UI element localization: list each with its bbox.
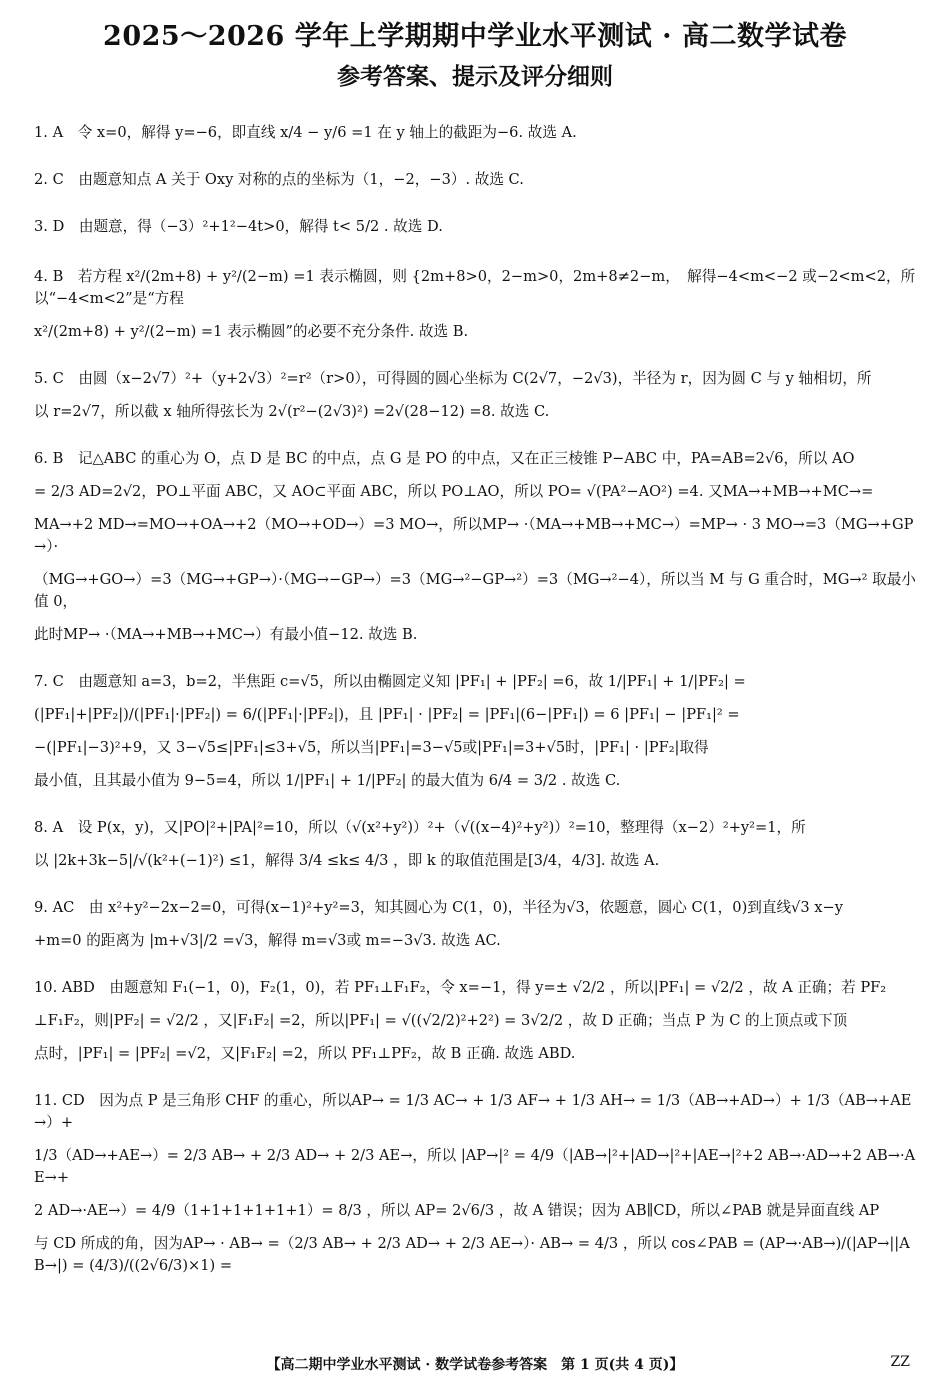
page-title: 2025～2026 学年上学期期中学业水平测试 · 高二数学试卷 xyxy=(103,21,847,52)
answer-2 xyxy=(34,169,918,191)
answer-7 xyxy=(34,671,918,792)
answer-line: 最小值，且其最小值为 9−5=4，所以 1/|PF₁| + 1/|PF₂| 的最大值为 6/4 = 3/2 . 故选 C. xyxy=(34,772,621,789)
answer-line: 以 |2k+3k−5|/√(k²+(−1)²) ≤1，解得 3/4 ≤k≤ 4/3 ，即 k 的取值范围是[3/4，4/3]. 故选 A. xyxy=(34,852,660,869)
answer-line: 此时MP→ ·（MA→+MB→+MC→）有最小值−12. 故选 B. xyxy=(34,626,418,643)
answer-line: 9. AC 由 x²+y²−2x−2=0，可得(x−1)²+y²=3，知其圆心为 C(1，0)，半径为√3，依题意，圆心 C(1，0)到直线√3 x−y xyxy=(34,899,843,916)
answer-line: x²/(2m+8) + y²/(2−m) =1 表示椭圆”的必要不充分条件. 故选 B. xyxy=(34,323,469,340)
answers-body xyxy=(34,122,918,1288)
answer-line: 8. A 设 P(x，y)，又|PO|²+|PA|²=10，所以（√(x²+y²)）²+（√((x−4)²+y²)）²=10，整理得（x−2）²+y²=1，所 xyxy=(34,819,806,836)
answer-line: 4. B 若方程 x²/(2m+8) + y²/(2−m) =1 表示椭圆，则 {2m+8>0，2−m>0，2m+8≠2−m， 解得−4<m<−2 或−2<m<2，所以“−4<m<2”是“方程 xyxy=(34,268,916,307)
answer-line: （MG→+GO→）=3（MG→+GP→）·（MG→−GP→）=3（MG→²−GP→²）=3（MG→²−4），所以当 M 与 G 重合时，MG→² 取最小值 0， xyxy=(34,571,916,610)
answer-line: 10. ABD 由题意知 F₁(−1，0)，F₂(1，0)，若 PF₁⊥F₁F₂，令 x=−1，得 y=± √2/2 ，所以|PF₁| = √2/2 ，故 A 正确；若 PF₂ xyxy=(34,979,887,996)
answer-10 xyxy=(34,977,918,1065)
answer-line: ⊥F₁F₂，则|PF₂| = √2/2 ，又|F₁F₂| =2，所以|PF₁| = √((√2/2)²+2²) = 3√2/2 ，故 D 正确；当点 P 为 C 的上顶点或下顶 xyxy=(34,1012,848,1029)
page-footer: 【高二期中学业水平测试 · 数学试卷参考答案 第 1 页(共 4 页)】 xyxy=(266,1357,684,1373)
answer-5 xyxy=(34,368,918,423)
answer-line: (|PF₁|+|PF₂|)/(|PF₁|·|PF₂|) = 6/(|PF₁|·|PF₂|)，且 |PF₁| · |PF₂| = |PF₁|(6−|PF₁|) = 6 |PF₁| − |PF₁|² = xyxy=(34,706,740,723)
answer-line: 11. CD 因为点 P 是三角形 CHF 的重心，所以AP→ = 1/3 AC→ + 1/3 AF→ + 1/3 AH→ = 1/3（AB→+AD→）+ 1/3（AB→+AE→）+ xyxy=(34,1092,912,1131)
answer-line: 2 AD→·AE→）= 4/9（1+1+1+1+1+1）= 8/3 ，所以 AP= 2√6/3 ，故 A 错误；因为 AB∥CD，所以∠PAB 就是异面直线 AP xyxy=(34,1202,880,1219)
answer-9 xyxy=(34,897,918,952)
answer-3 xyxy=(34,216,918,238)
answer-line: 3. D 由题意，得（−3）²+1²−4t>0，解得 t< 5/2 . 故选 D. xyxy=(34,218,443,235)
answer-line: 以 r=2√7，所以截 x 轴所得弦长为 2√(r²−(2√3)²) =2√(28−12) =8. 故选 C. xyxy=(34,403,550,420)
answer-4 xyxy=(34,266,918,343)
answer-1 xyxy=(34,122,918,144)
answer-line: MA→+2 MD→=MO→+OA→+2（MO→+OD→）=3 MO→，所以MP→ ·（MA→+MB→+MC→）=MP→ · 3 MO→=3（MG→+GP→）· xyxy=(34,516,914,555)
answer-line: 1. A 令 x=0，解得 y=−6，即直线 x/4 − y/6 =1 在 y 轴上的截距为−6. 故选 A. xyxy=(34,124,577,141)
answer-line: 点时，|PF₁| = |PF₂| =√2，又|F₁F₂| =2，所以 PF₁⊥PF₂，故 B 正确. 故选 ABD. xyxy=(34,1045,576,1062)
answer-11 xyxy=(34,1090,918,1277)
answer-line: −(|PF₁|−3)²+9，又 3−√5≤|PF₁|≤3+√5，所以当|PF₁|=3−√5或|PF₁|=3+√5时，|PF₁| · |PF₂|取得 xyxy=(34,739,709,756)
answer-line: = 2/3 AD=2√2，PO⊥平面 ABC，又 AO⊂平面 ABC，所以 PO⊥AO，所以 PO= √(PA²−AO²) =4. 又MA→+MB→+MC→= xyxy=(34,483,874,500)
answer-8 xyxy=(34,817,918,872)
answer-line: 7. C 由题意知 a=3，b=2，半焦距 c=√5，所以由椭圆定义知 |PF₁| + |PF₂| =6，故 1/|PF₁| + 1/|PF₂| = xyxy=(34,673,746,690)
answer-line: 5. C 由圆（x−2√7）²+（y+2√3）²=r²（r>0），可得圆的圆心坐标为 C(2√7，−2√3)，半径为 r，因为圆 C 与 y 轴相切，所 xyxy=(34,370,872,387)
footer-code: ZZ xyxy=(890,1354,910,1370)
answer-line: 与 CD 所成的角，因为AP→ · AB→ =（2/3 AB→ + 2/3 AD→ + 2/3 AE→）· AB→ = 4/3 ，所以 cos∠PAB = (AP→·AB→)/(|AP→||AB→|) = (4/3)/((2√6/3)×1) = xyxy=(34,1235,910,1274)
answer-line: 2. C 由题意知点 A 关于 Oxy 对称的点的坐标为（1，−2，−3）. 故选 C. xyxy=(34,171,524,188)
page-subtitle: 参考答案、提示及评分细则 xyxy=(337,63,613,90)
answer-line: 1/3（AD→+AE→）= 2/3 AB→ + 2/3 AD→ + 2/3 AE→，所以 |AP→|² = 4/9（|AB→|²+|AD→|²+|AE→|²+2 AB→·AD→+2 AB→·AE→+ xyxy=(34,1147,916,1186)
answer-line: +m=0 的距离为 |m+√3|/2 =√3，解得 m=√3或 m=−3√3. 故选 AC. xyxy=(34,932,501,949)
answer-line: 6. B 记△ABC 的重心为 O，点 D 是 BC 的中点，点 G 是 PO 的中点，又在正三棱锥 P−ABC 中，PA=AB=2√6，所以 AO xyxy=(34,450,855,467)
answer-6 xyxy=(34,448,918,646)
